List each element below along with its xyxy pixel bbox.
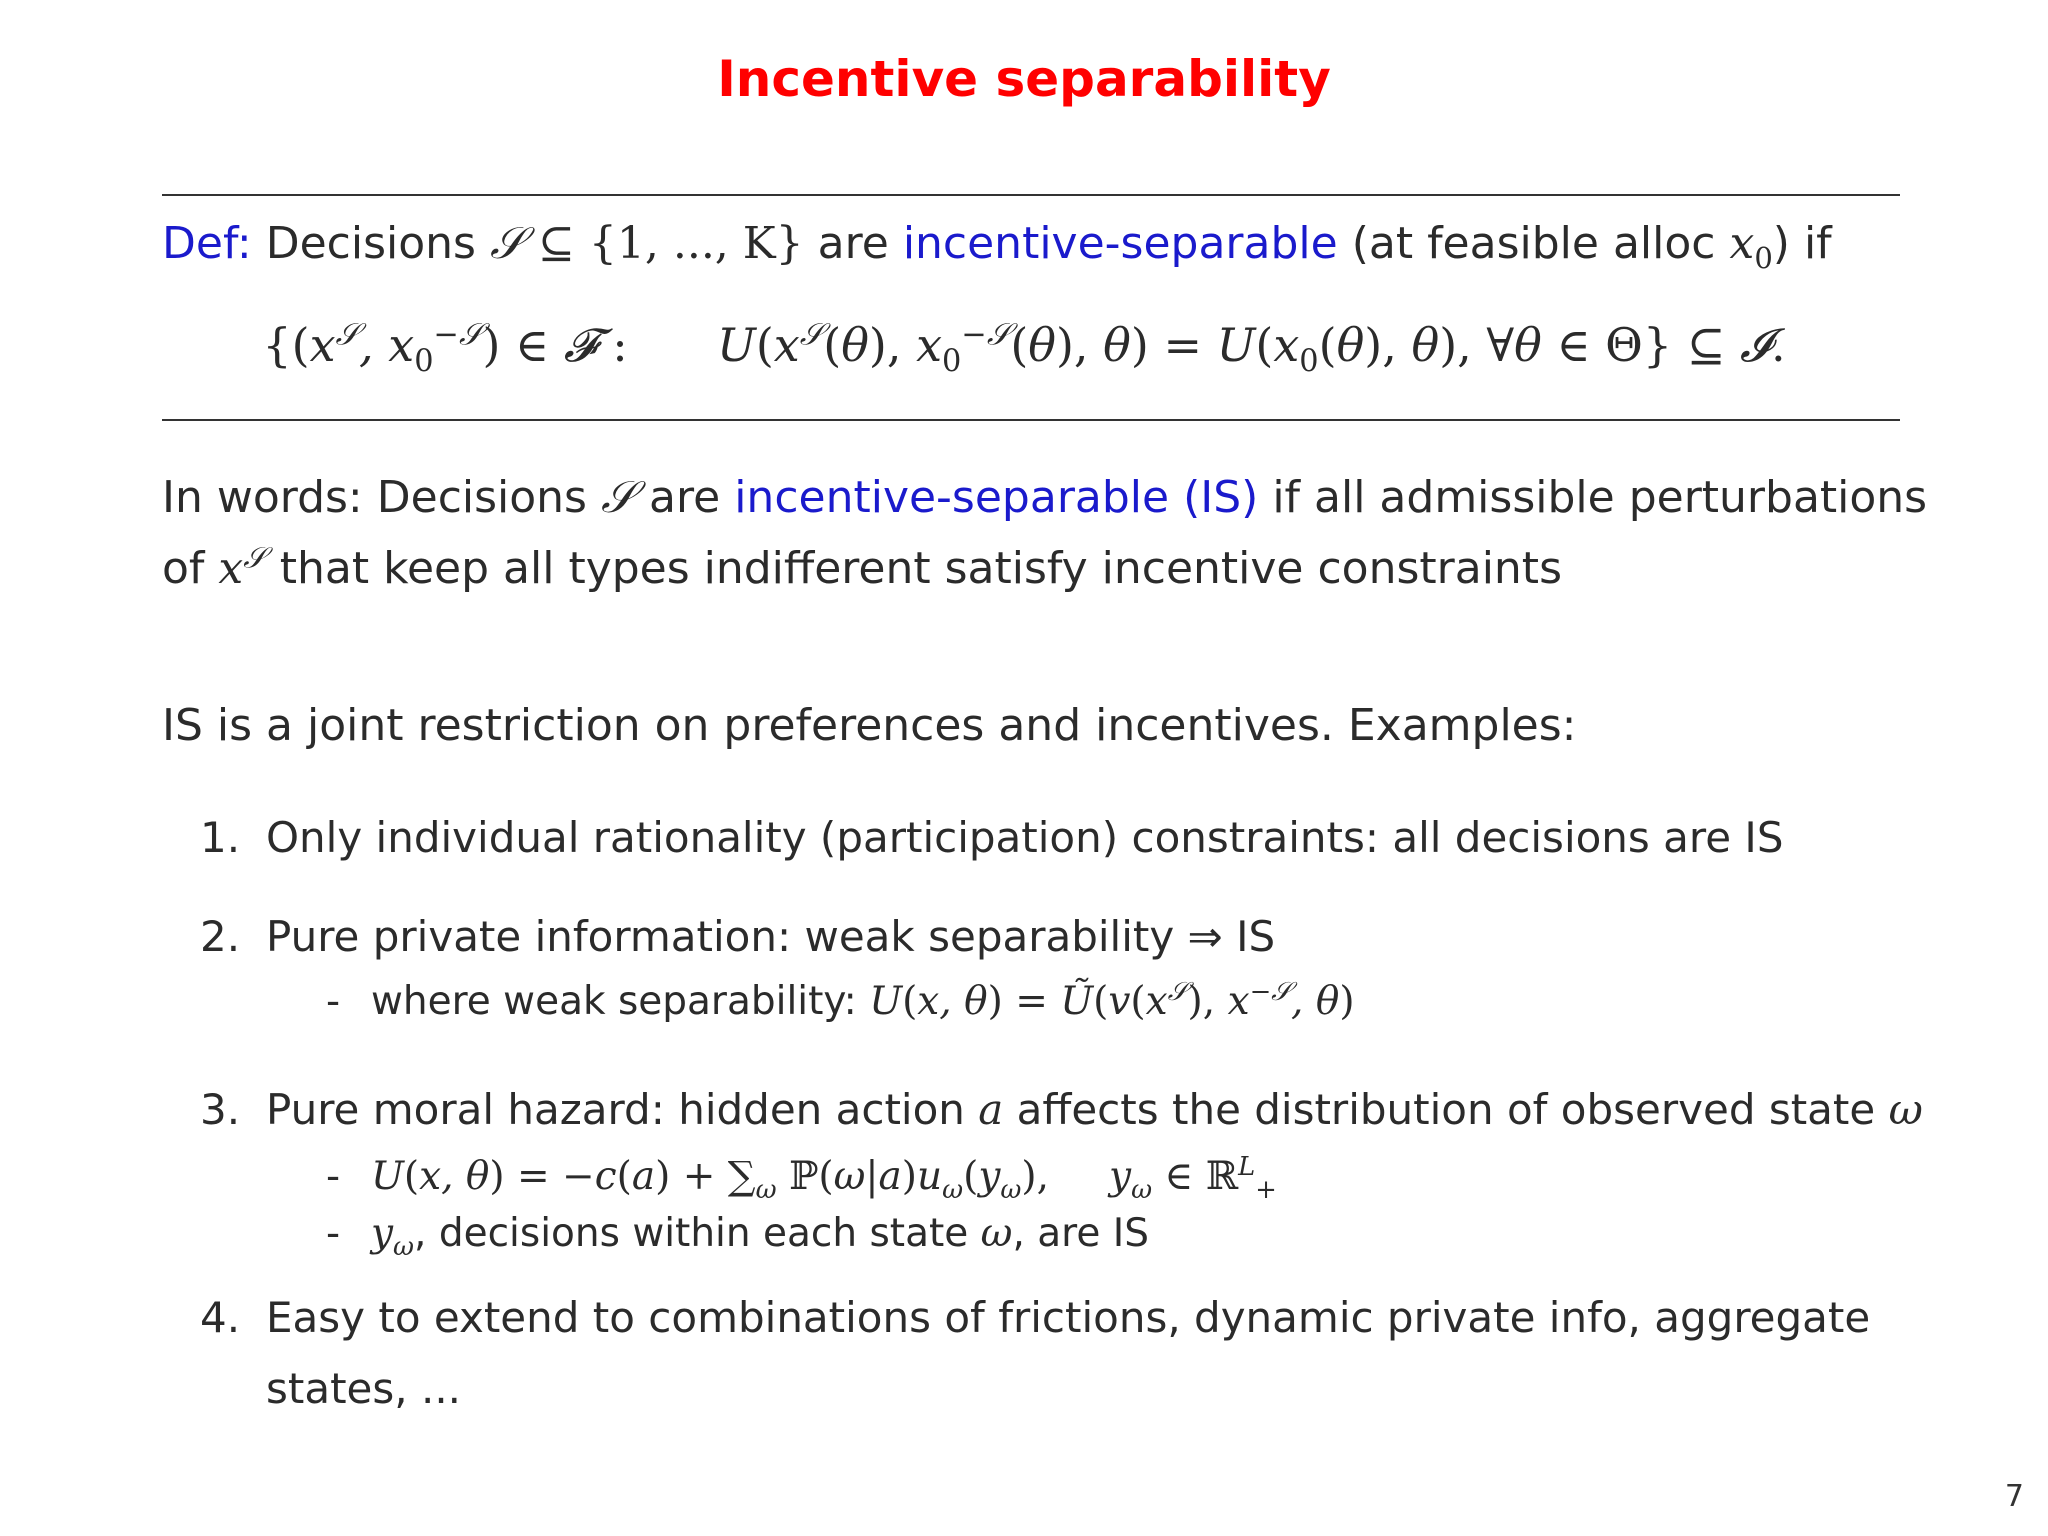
sub-text: where weak separability:: [371, 979, 857, 1024]
list-number: 2.: [200, 912, 241, 961]
list-item-4: [200, 1293, 1870, 1342]
set-s-symbol: 𝒮: [489, 218, 525, 269]
omega-symbol: ω: [1888, 1085, 1923, 1134]
action-a-symbol: a: [978, 1085, 1004, 1134]
x0-symbol: $x_0$: [1729, 218, 1773, 275]
list-text: Pure private information: weak separability ⇒ IS: [266, 912, 1276, 961]
definition-top-rule: [162, 194, 1900, 196]
sub-text-b: , are IS: [1012, 1211, 1150, 1256]
list-text: Only individual rationality (participation) constraints: all decisions are IS: [266, 813, 1784, 862]
moral-hazard-formula: U(x, $\theta) = -c(a) + \sum_\omega$ $ℙ(\omega|a)u_\omega(y_\omega)$, $y_\omega$ ∈ ℝ$^L_+$: [371, 1152, 1277, 1205]
definition-term: incentive-separable: [902, 218, 1338, 269]
sub-dash: -: [326, 1211, 341, 1256]
sub-dash: -: [326, 1154, 341, 1199]
list-item-2: [200, 912, 1275, 961]
weak-separability-formula: U(x, $\theta) = Ũ(v(x^𝒮)$, $x^{-𝒮}$, θ): [869, 977, 1355, 1024]
definition-text-end: ) if: [1772, 218, 1832, 269]
xs-symbol: $x^𝒮$: [218, 540, 266, 594]
definition-text-after: (at feasible alloc: [1351, 218, 1716, 269]
sub-text: , decisions within each state: [414, 1211, 969, 1256]
examples-intro: IS is a joint restriction on preferences and incentives. Examples:: [162, 700, 1577, 751]
definition-text-before: Decisions: [265, 218, 476, 269]
list-number: 1.: [200, 813, 241, 862]
in-words-text-a: In words: Decisions: [162, 472, 587, 523]
in-words-text-of: of: [162, 543, 205, 594]
in-words-line-1: [162, 472, 1927, 525]
list-item-3: [200, 1085, 1923, 1134]
definition-label: Def:: [162, 218, 252, 269]
list-number: 3.: [200, 1085, 241, 1134]
definition-bottom-rule: [162, 419, 1900, 421]
list-item-4-cont: states, ...: [266, 1364, 462, 1413]
list-number: 4.: [200, 1293, 241, 1342]
definition-text-mid: are: [817, 218, 889, 269]
set-s-symbol: 𝒮: [600, 472, 636, 523]
slide-title: Incentive separability: [717, 50, 1331, 108]
y-omega-symbol: $y_\omega$: [371, 1211, 415, 1262]
omega-symbol: ω: [980, 1211, 1013, 1256]
list-text: Pure moral hazard: hidden action: [266, 1085, 965, 1134]
subseteq-symbol: ⊆: [538, 218, 575, 269]
list-text-b: affects the distribution of observed state: [1016, 1085, 1876, 1134]
sub-dash: -: [326, 979, 341, 1024]
page-number: 7: [2004, 1479, 2024, 1514]
in-words-term: incentive-separable (IS): [734, 472, 1259, 523]
list-text: Easy to extend to combinations of frictions, dynamic private info, aggregate: [266, 1293, 1871, 1342]
list-item-2-sub: [326, 979, 1355, 1024]
in-words-line-2: [162, 540, 1562, 596]
definition-line: [162, 218, 1832, 275]
list-item-3-sub-2: [326, 1211, 1150, 1262]
in-words-text-c: if all admissible perturbations: [1272, 472, 1928, 523]
in-words-text-d: that keep all types indifferent satisfy incentive constraints: [279, 543, 1562, 594]
definition-equation: {($x^𝒮$, $x_0^{-𝒮}$) ∈ 𝓕 : $U(x^𝒮(\theta)$, $x_0^{-𝒮}(\theta)$, $\theta) = U(x_0(\theta)$, θ), ∀θ ∈ Θ} ⊆ 𝓘.: [262, 317, 1786, 380]
definition-set-expr: {1, ..., K}: [588, 218, 804, 269]
list-item-3-sub-1: [326, 1152, 1277, 1205]
in-words-text-b: are: [649, 472, 721, 523]
list-item-1: [200, 813, 1783, 862]
